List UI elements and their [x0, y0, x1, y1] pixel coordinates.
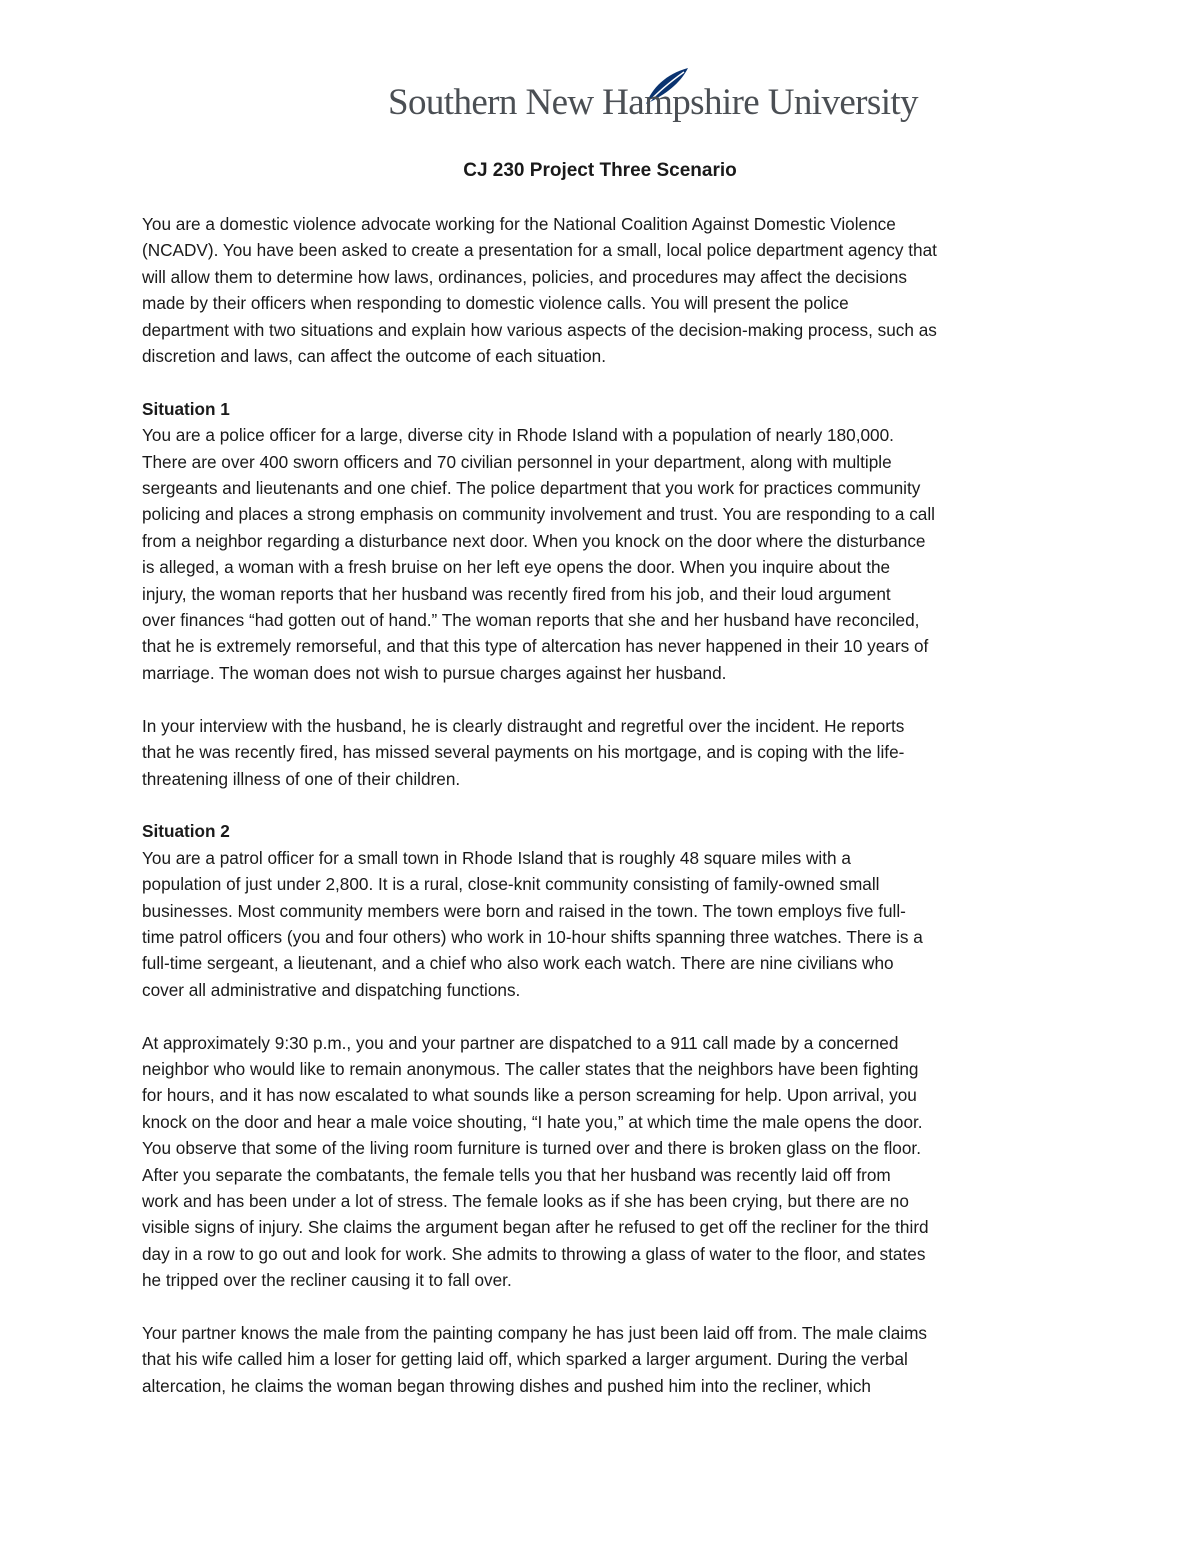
text-line: from a neighbor regarding a disturbance next door. When you knock on the door where the disturbance: [142, 530, 926, 551]
text-line: policing and places a strong emphasis on community involvement and trust. You are responding to a call: [142, 504, 935, 525]
text-line: You are a patrol officer for a small town in Rhode Island that is roughly 48 square miles with a: [142, 847, 851, 868]
text-line: marriage. The woman does not wish to pursue charges against her husband.: [142, 662, 727, 683]
situation-1-paragraph: [142, 422, 1072, 686]
text-line: population of just under 2,800. It is a rural, close-knit community consisting of family-owned small: [142, 874, 880, 895]
text-line: time patrol officers (you and four others) who work in 10-hour shifts spanning three watches. There is a: [142, 926, 923, 947]
intro-paragraph: [142, 211, 1072, 369]
text-line: Your partner knows the male from the painting company he has just been laid off from. The male claims: [142, 1322, 927, 1343]
text-line: sergeants and lieutenants and one chief. The police department that you work for practices community: [142, 478, 921, 499]
text-line: day in a row to go out and look for work. She admits to throwing a glass of water to the floor, and states: [142, 1243, 926, 1264]
text-line: work and has been under a lot of stress. The female looks as if she has been crying, but there are no: [142, 1190, 909, 1211]
text-line: visible signs of injury. She claims the argument began after he refused to get off the recliner for the third: [142, 1217, 929, 1238]
text-line: You observe that some of the living room furniture is turned over and there is broken glass on the floor.: [142, 1138, 921, 1159]
text-line: threatening illness of one of their children.: [142, 768, 461, 789]
text-line: neighbor who would like to remain anonymous. The caller states that the neighbors have been fighting: [142, 1058, 919, 1079]
text-line: cover all administrative and dispatching functions.: [142, 979, 521, 1000]
text-line: (NCADV). You have been asked to create a presentation for a small, local police department agency that: [142, 240, 937, 261]
document-body: [142, 211, 1072, 1426]
text-line: At approximately 9:30 p.m., you and your partner are dispatched to a 911 call made by a concerned: [142, 1032, 899, 1053]
text-line: businesses. Most community members were born and raised in the town. The town employs five full-: [142, 900, 906, 921]
text-line: In your interview with the husband, he is clearly distraught and regretful over the incident. He reports: [142, 715, 905, 736]
text-line: There are over 400 sworn officers and 70 civilian personnel in your department, along with multiple: [142, 451, 892, 472]
text-line: discretion and laws, can affect the outcome of each situation.: [142, 346, 607, 367]
text-line: You are a domestic violence advocate working for the National Coalition Against Domestic Violence: [142, 214, 896, 234]
text-line: will allow them to determine how laws, ordinances, policies, and procedures may affect the decisions: [142, 266, 907, 287]
situation-1-heading: Situation 1: [142, 398, 230, 419]
text-line: is alleged, a woman with a fresh bruise on her left eye opens the door. When you inquire about the: [142, 557, 891, 578]
situation-2-heading: Situation 2: [142, 821, 230, 842]
university-logo: [388, 66, 918, 140]
text-line: that he was recently fired, has missed several payments on his mortgage, and is coping with the life-: [142, 742, 905, 763]
situation-2-paragraph: [142, 1030, 1072, 1294]
text-line: department with two situations and explain how various aspects of the decision-making process, such as: [142, 319, 937, 340]
document-title: CJ 230 Project Three Scenario: [463, 160, 737, 181]
text-line: that his wife called him a loser for getting laid off, which sparked a larger argument. During the verbal: [142, 1349, 908, 1370]
situation-1-paragraph: [142, 713, 1072, 792]
text-line: for hours, and it has now escalated to what sounds like a person screaming for help. Upon arrival, you: [142, 1085, 917, 1106]
text-line: altercation, he claims the woman began throwing dishes and pushed him into the recliner, which: [142, 1375, 871, 1396]
situation-2-paragraph: [142, 1320, 1072, 1399]
text-line: knock on the door and hear a male voice shouting, “I hate you,” at which time the male opens the door.: [142, 1111, 923, 1132]
logo-wordmark: Southern New Hampshire University: [388, 82, 918, 123]
text-line: You are a police officer for a large, diverse city in Rhode Island with a population of nearly 180,000.: [142, 425, 894, 446]
text-line: full-time sergeant, a lieutenant, and a chief who also work each watch. There are nine civilians who: [142, 953, 894, 974]
text-line: he tripped over the recliner causing it to fall over.: [142, 1270, 512, 1291]
text-line: injury, the woman reports that her husband was recently fired from his job, and their loud argument: [142, 583, 891, 604]
text-line: After you separate the combatants, the female tells you that her husband was recently laid off from: [142, 1164, 891, 1185]
situation-2-paragraph: [142, 845, 1072, 1003]
text-line: that he is extremely remorseful, and that this type of altercation has never happened in their 10 years of: [142, 636, 929, 657]
text-line: over finances “had gotten out of hand.” The woman reports that she and her husband have reconciled,: [142, 610, 920, 631]
text-line: made by their officers when responding to domestic violence calls. You will present the police: [142, 293, 849, 314]
